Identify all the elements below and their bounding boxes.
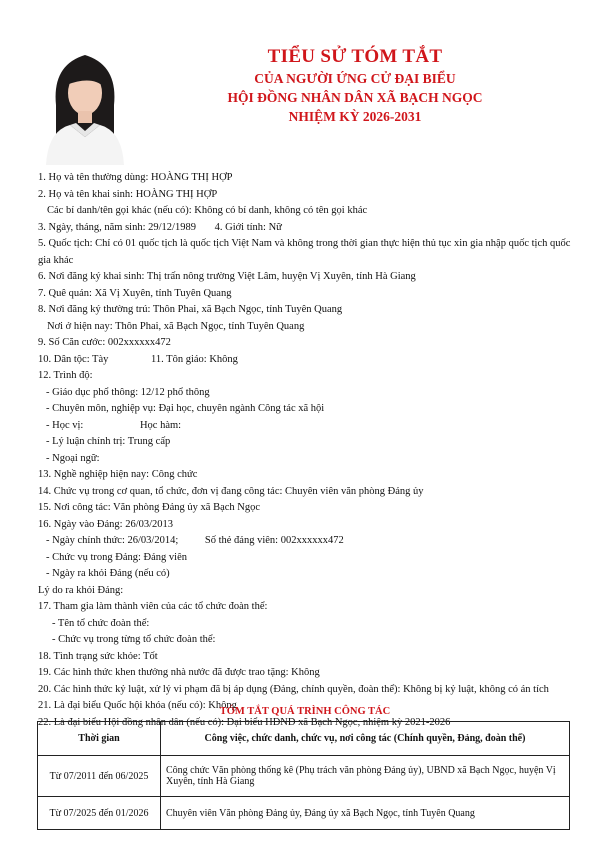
- field-national-assembly: 21. Là đại biểu Quốc hội khóa (nếu có): Không: [38, 700, 237, 711]
- field-party-official-date: - Ngày chính thức: 26/03/2014;: [46, 535, 179, 546]
- field-health: 18. Tình trạng sức khỏe: Tốt: [38, 650, 158, 662]
- cell-duties: Chuyên viên Văn phòng Đảng ủy, Đảng ủy xã Bạch Ngọc, tỉnh Tuyên Quang: [161, 797, 570, 830]
- field-party-leave-date: - Ngày ra khỏi Đảng (nếu có): [46, 568, 170, 579]
- biography-fields: [38, 170, 578, 731]
- field-organization-position: - Chức vụ trong từng tổ chức đoàn thể:: [52, 634, 216, 645]
- field-ethnicity: 10. Dân tộc: Tày: [38, 353, 109, 365]
- table-row: [38, 756, 570, 797]
- field-party-join-date: 16. Ngày vào Đảng: 26/03/2013: [38, 518, 174, 530]
- field-party-card-number: Số thẻ đảng viên: 002xxxxxx472: [204, 535, 344, 546]
- field-party-leave-reason: Lý do ra khỏi Đảng:: [38, 584, 124, 596]
- subtitle-line-1: CỦA NGƯỜI ỨNG CỬ ĐẠI BIỂU: [254, 71, 456, 86]
- field-political-theory: - Lý luận chính trị: Trung cấp: [46, 436, 171, 447]
- cell-duties: Công chức Văn phòng thống kê (Phụ trách văn phòng Đảng ủy), UBND xã Bạch Ngọc, huyện Vị Xuyên, tỉnh Hà Giang: [161, 756, 570, 797]
- document-header: [150, 45, 560, 126]
- field-current-residence: Nơi ở hiện nay: Thôn Phai, xã Bạch Ngọc, tỉnh Tuyên Quang: [47, 320, 305, 332]
- field-id-number: 9. Số Căn cước: 002xxxxxx472: [38, 337, 171, 348]
- cell-period: Từ 07/2025 đến 01/2026: [38, 797, 161, 830]
- field-nationality: 5. Quốc tịch: Chỉ có 01 quốc tịch là quốc tịch Việt Nam và không trong thời gian thực hiện thủ tục xin gia nhập quốc tịch quốc gia khác: [38, 238, 571, 266]
- table-header-row: [38, 722, 570, 756]
- field-aliases: Các bí danh/tên gọi khác (nếu có): Không có bí danh, không có tên gọi khác: [47, 205, 368, 216]
- field-organization-name: - Tên tổ chức đoàn thể:: [52, 617, 150, 629]
- field-party-official-row: [38, 533, 578, 550]
- field-academic-rank: Học hàm:: [139, 419, 182, 431]
- field-hometown: 7. Quê quán: Xã Vị Xuyên, tỉnh Tuyên Quang: [38, 287, 232, 299]
- column-header-period: Thời gian: [38, 722, 161, 756]
- cell-period: Từ 07/2011 đến 06/2025: [38, 756, 161, 797]
- field-common-name: 1. Họ và tên thường dùng: HOÀNG THỊ HỢP: [38, 172, 233, 183]
- field-degree-rank-row: [38, 418, 578, 435]
- field-birth-date: 3. Ngày, tháng, năm sinh: 29/12/1989: [38, 221, 196, 233]
- field-discipline: 20. Các hình thức kỷ luật, xử lý vi phạm đã bị áp dụng (Đảng, chính quyền, đoàn thể): Không bị kỷ luật, không có án tích: [38, 683, 549, 695]
- field-religion: 11. Tôn giáo: Không: [151, 353, 238, 365]
- field-workplace: 15. Nơi công tác: Văn phòng Đảng ủy xã Bạch Ngọc: [38, 502, 261, 513]
- field-foreign-language: - Ngoại ngữ:: [46, 452, 100, 464]
- field-general-education: - Giáo dục phổ thông: 12/12 phổ thông: [46, 386, 210, 398]
- column-header-duties: Công việc, chức danh, chức vụ, nơi công tác (Chính quyền, Đảng, đoàn thể): [161, 722, 570, 756]
- work-history-table: [37, 721, 570, 830]
- field-mass-organizations: 17. Tham gia làm thành viên của các tổ chức đoàn thể:: [38, 601, 268, 612]
- field-birth-name: 2. Họ và tên khai sinh: HOÀNG THỊ HỢP: [38, 188, 218, 200]
- field-birth-registration: 6. Nơi đăng ký khai sinh: Thị trấn nông trường Việt Lâm, huyện Vị Xuyên, tỉnh Hà Giang: [38, 271, 416, 282]
- field-party-position: - Chức vụ trong Đảng: Đảng viên: [46, 551, 187, 563]
- field-education-heading: 12. Trình độ:: [38, 370, 93, 381]
- field-academic-degree: - Học vị:: [46, 419, 84, 431]
- field-professional-training: - Chuyên môn, nghiệp vụ: Đại học, chuyên ngành Công tác xã hội: [46, 403, 325, 414]
- field-position: 14. Chức vụ trong cơ quan, tổ chức, đơn vị đang công tác: Chuyên viên văn phòng Đảng ủy: [38, 485, 424, 497]
- table-row: [38, 797, 570, 830]
- field-council-delegate: 22. Là đại biểu Hội đồng nhân dân (nếu có): Đại biểu HĐND xã Bạch Ngọc, nhiệm kỳ 2021-2026: [38, 716, 451, 728]
- field-gender: 4. Giới tính: Nữ: [214, 221, 282, 233]
- subtitle-line-2: HỘI ĐỒNG NHÂN DÂN XÃ BẠCH NGỌC: [227, 90, 483, 105]
- field-occupation: 13. Nghề nghiệp hiện nay: Công chức: [38, 469, 198, 480]
- portrait-photo: [42, 45, 128, 165]
- field-permanent-residence: 8. Nơi đăng ký thường trú: Thôn Phai, xã Bạch Ngọc, tỉnh Tuyên Quang: [38, 304, 343, 315]
- field-birth-gender-row: [38, 220, 578, 237]
- field-awards: 19. Các hình thức khen thưởng nhà nước đã được trao tặng: Không: [38, 667, 320, 678]
- document-title: TIỂU SỬ TÓM TẮT: [267, 46, 443, 67]
- work-history-title: TÓM TẮT QUÁ TRÌNH CÔNG TÁC: [219, 706, 391, 717]
- term-line: NHIỆM KỲ 2026-2031: [288, 109, 422, 124]
- field-ethnicity-religion-row: [38, 352, 578, 369]
